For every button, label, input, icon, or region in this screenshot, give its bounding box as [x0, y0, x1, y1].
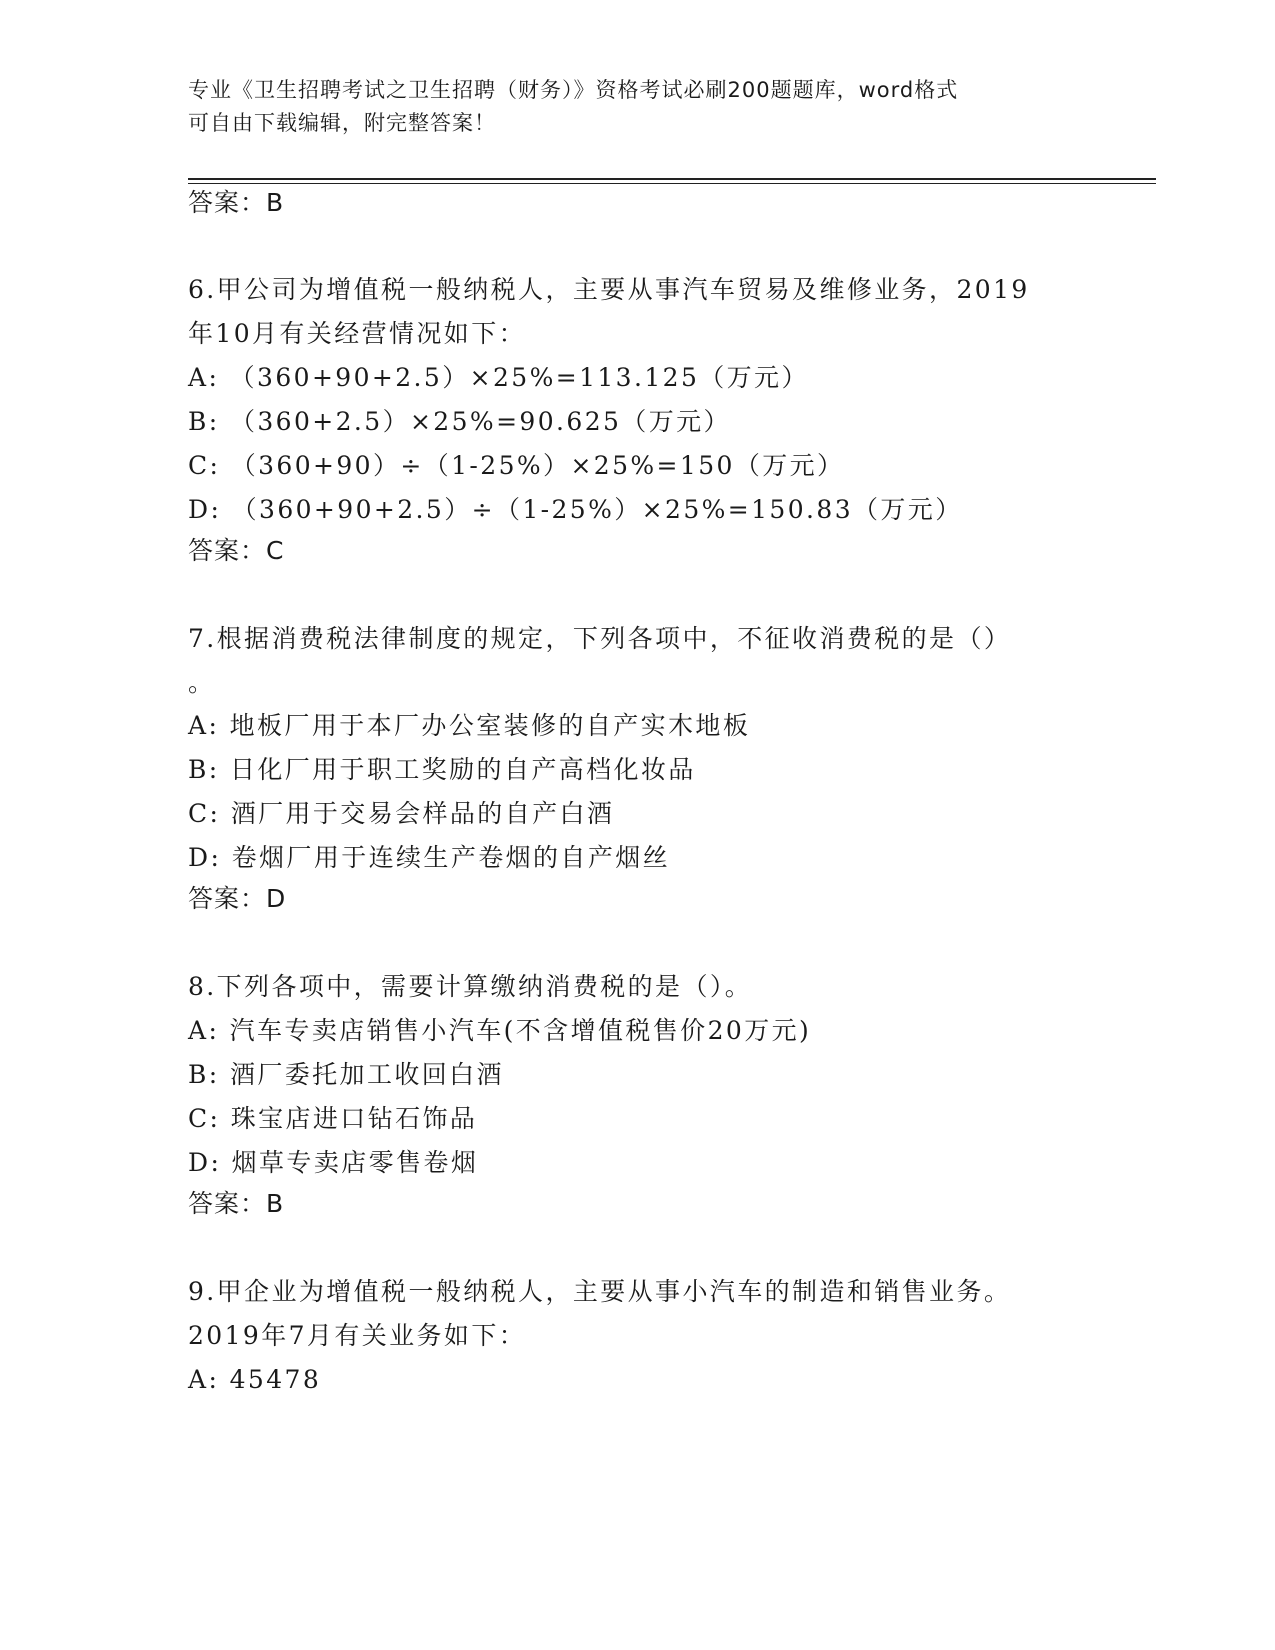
header-line-1: 专业《卫生招聘考试之卫生招聘（财务）》资格考试必刷200题题库，word格式	[188, 78, 959, 102]
question-6-answer: 答案：C	[188, 536, 285, 565]
question-7-option-c: C: 酒厂用于交易会样品的自产白酒	[188, 799, 615, 828]
question-8-option-d: D: 烟草专卖店零售卷烟	[188, 1148, 479, 1177]
question-7-stem-line-1: 7.根据消费税法律制度的规定，下列各项中，不征收消费税的是（）	[188, 624, 1012, 653]
document-header	[188, 74, 1068, 140]
question-7-answer: 答案：D	[188, 884, 287, 913]
question-7-stem-line-2: 。	[188, 668, 216, 697]
question-8-option-a: A: 汽车专卖店销售小汽车(不含增值税售价20万元)	[188, 1016, 812, 1045]
question-7-option-d: D: 卷烟厂用于连续生产卷烟的自产烟丝	[188, 843, 671, 872]
header-divider-thin	[188, 183, 1156, 184]
question-6-stem-line-2: 年10月有关经营情况如下：	[188, 319, 527, 348]
question-6-stem-line-1: 6.甲公司为增值税一般纳税人，主要从事汽车贸易及维修业务，2019	[188, 275, 1030, 304]
question-7-option-b: B: 日化厂用于职工奖励的自产高档化妆品	[188, 755, 696, 784]
question-8-option-c: C: 珠宝店进口钻石饰品	[188, 1104, 478, 1133]
question-6-option-b: B: （360+2.5）×25%=90.625（万元）	[188, 407, 731, 436]
question-6-option-c: C: （360+90）÷（1-25%）×25%=150（万元）	[188, 451, 845, 480]
question-9-option-a: A: 45478	[188, 1365, 322, 1394]
question-9-stem-line-2: 2019年7月有关业务如下：	[188, 1321, 527, 1350]
question-8-answer: 答案：B	[188, 1189, 285, 1218]
question-6-option-a: A: （360+90+2.5）×25%=113.125（万元）	[188, 363, 809, 392]
previous-answer: 答案：B	[188, 188, 285, 217]
header-divider-thick	[188, 178, 1156, 180]
question-9-stem-line-1: 9.甲企业为增值税一般纳税人，主要从事小汽车的制造和销售业务。	[188, 1277, 1012, 1306]
question-6-option-d: D: （360+90+2.5）÷（1-25%）×25%=150.83（万元）	[188, 495, 963, 524]
question-7-option-a: A: 地板厂用于本厂办公室装修的自产实木地板	[188, 711, 751, 740]
question-8-stem: 8.下列各项中，需要计算缴纳消费税的是（）。	[188, 972, 753, 1001]
header-line-2: 可自由下载编辑，附完整答案！	[188, 111, 496, 135]
question-8-option-b: B: 酒厂委托加工收回白酒	[188, 1060, 504, 1089]
